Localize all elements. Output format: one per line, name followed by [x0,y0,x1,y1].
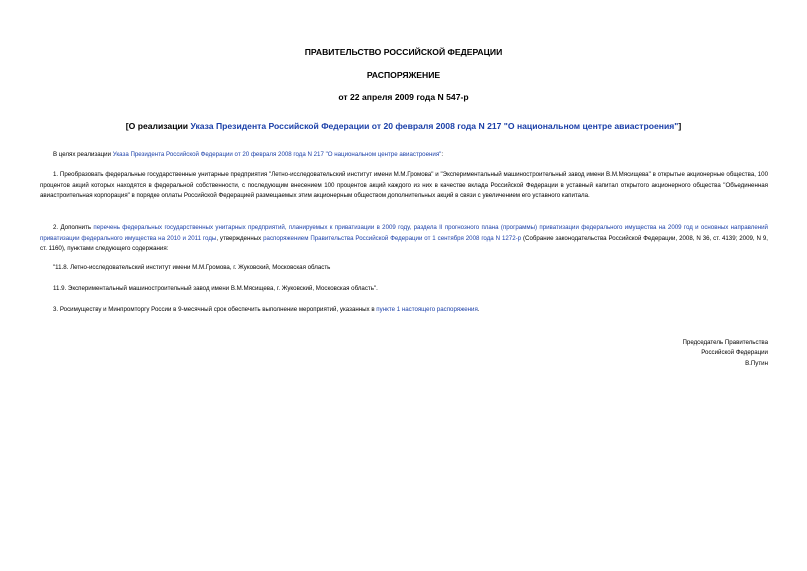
signature-position: Председатель Правительства [682,339,768,346]
item-1-reference-link[interactable]: пункте 1 настоящего распоряжения [376,306,478,313]
item-2-suffix: (Собрание законодательства Российской Федерации, 2008, N 36, ст. 4139; 2009, N 9, ст. 1160), пунктами следующего содержания: [40,234,768,253]
government-order-link[interactable]: распоряжением Правительства Российской Федерации от 1 сентября 2008 года N 1272-р [263,234,522,242]
intro-suffix: : [441,151,444,158]
title-suffix: ] [678,121,682,131]
item-3-prefix: 3. Росимуществу и Минпромторгу России в 9-месячный срок обеспечить выполнение мероприятий, указанных в [53,306,377,313]
item-1-paragraph: 1. Преобразовать федеральные государственные унитарные предприятия "Летно-исследовательский институт имени М.М.Громова" и "Экспериментальный машиностроительный завод имени В.М.Мясищева" в открытые акционерные общества, 100 процентов акций которых находятся в федеральной собственности, с последующим внесением 100 процентов акций каждого из них в качестве вклада Российской Федерации в уставный капитал открытого акционерного общества "Объединенная авиастроительная корпорация" в порядке оплаты Российской Федерацией размещаемых этим акционерным обществом дополнительных акций в связи с увеличением его уставного капитала. [40,171,768,200]
intro-paragraph [40,150,768,161]
item-2-middle: , утвержденных [216,234,264,242]
signature-organization: Российской Федерации [701,349,768,357]
government-heading: ПРАВИТЕЛЬСТВО РОССИЙСКОЙ ФЕДЕРАЦИИ [304,47,503,57]
document-type-heading: РАСПОРЯЖЕНИЕ [366,70,441,80]
title-decree-link[interactable]: Указа Президента Российской Федерации от 20 февраля 2008 года N 217 "О национальном центре авиастроения" [190,121,679,131]
intro-prefix: В целях реализации [53,151,113,158]
item-11-8-paragraph: "11.8. Летно-исследовательский институт имени М.М.Громова, г. Жуковский, Московская область [53,264,331,271]
document-date-number: от 22 апреля 2009 года N 547-р [338,92,469,102]
signature-block [568,338,768,369]
item-11-9-paragraph: 11.9. Экспериментальный машиностроительный завод имени В.М.Мясищева, г. Жуковский, Московская область". [53,285,378,292]
item-2-paragraph [40,223,768,255]
item-3-suffix: . [477,306,480,313]
signature-name: В.Путин [745,359,768,367]
intro-decree-link[interactable]: Указа Президента Российской Федерации от 20 февраля 2008 года N 217 "О национальном центре авиастроения" [112,151,442,158]
item-3-paragraph [40,305,768,316]
privatization-list-link[interactable]: перечень федеральных государственных унитарных предприятий, планируемых к приватизации в 2009 году, раздела II прогнозного плана (программы) приватизации федерального имущества на 2009 год и основных направлений приватизации федерального имущества на 2010 и 2011 годы [40,224,768,242]
title-prefix: [О реализации [125,121,191,131]
document-title [40,121,767,131]
item-2-prefix: 2. Дополнить [53,224,94,231]
